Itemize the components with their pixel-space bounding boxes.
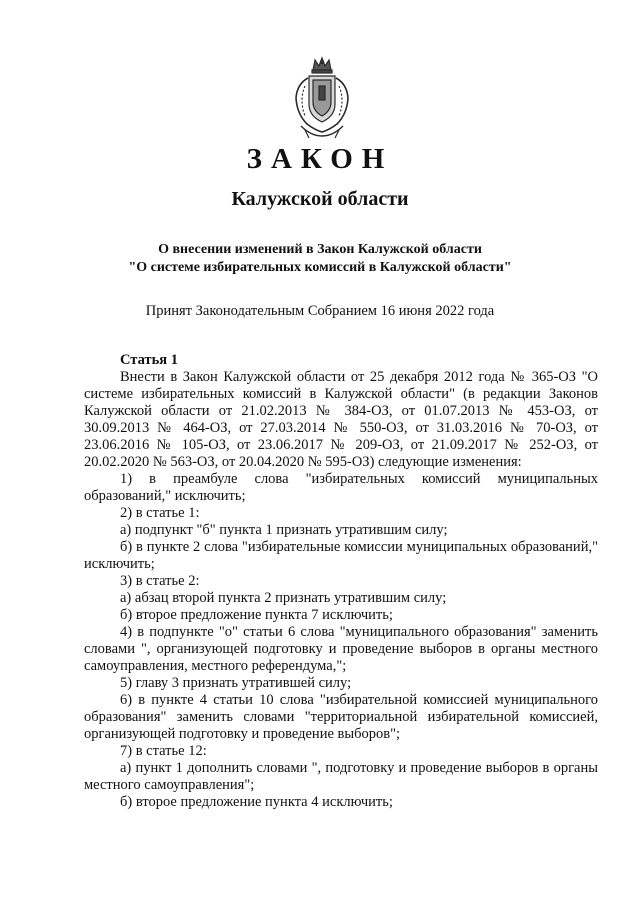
law-heading (0, 241, 640, 277)
document-title: ЗАКОН (246, 143, 394, 175)
list-item: а) пункт 1 дополнить словами ", подготовку и проведение выборов в органы местного самоуправления"; (84, 760, 598, 793)
list-item: б) второе предложение пункта 4 исключить; (120, 794, 393, 810)
article-title: Статья 1 (120, 352, 178, 368)
list-item: б) второе предложение пункта 7 исключить; (120, 607, 393, 623)
law-heading-line-2: "О системе избирательных комиссий в Калужской области" (128, 260, 512, 275)
list-item: 3) в статье 2: (120, 573, 200, 589)
document-subtitle: Калужской области (231, 188, 409, 210)
article-intro: Внести в Закон Калужской области от 25 декабря 2012 года № 365-ОЗ "О системе избирательных комиссий в Калужской области" (в редакции Законов Калужской области от 21.02.2013 № 384-ОЗ, от 01.07.2013 № 453-ОЗ, от 30.09.2013 № 464-ОЗ, от 27.03.2014 № 550-ОЗ, от 31.03.2016 № 70-ОЗ, от 23.06.2016 № 105-ОЗ, от 23.06.2017 № 209-ОЗ, от 21.09.2017 № 252-ОЗ, от 20.02.2020 № 563-ОЗ, от 20.04.2020 № 595-ОЗ) следующие изменения: (84, 369, 598, 470)
coat-of-arms-icon (291, 56, 353, 140)
list-item: а) абзац второй пункта 2 признать утратившим силу; (120, 590, 447, 606)
document-body (84, 352, 598, 811)
list-item: 4) в подпункте "о" статьи 6 слова "муниципального образования" заменить словами ", организующей подготовку и проведение выборов в органы местного самоуправления, местного референдума,"; (84, 624, 598, 674)
adoption-note: Принят Законодательным Собранием 16 июня 2022 года (145, 303, 495, 319)
list-item: 2) в статье 1: (120, 505, 200, 521)
list-item: 5) главу 3 признать утратившей силу; (120, 675, 352, 691)
list-item: 6) в пункте 4 статьи 10 слова "избирательной комиссией муниципального образования" заменить словами "территориальной избирательной комиссией, организующей подготовку и проведение выборов"; (84, 692, 598, 742)
list-item: 7) в статье 12: (120, 743, 207, 759)
law-heading-line-1: О внесении изменений в Закон Калужской области (158, 242, 482, 257)
list-item: а) подпункт "б" пункта 1 признать утратившим силу; (120, 522, 448, 538)
list-item: 1) в преамбуле слова "избирательных комиссий муниципальных образований," исключить; (84, 471, 598, 504)
list-item: б) в пункте 2 слова "избирательные комиссии муниципальных образований," исключить; (84, 539, 598, 572)
